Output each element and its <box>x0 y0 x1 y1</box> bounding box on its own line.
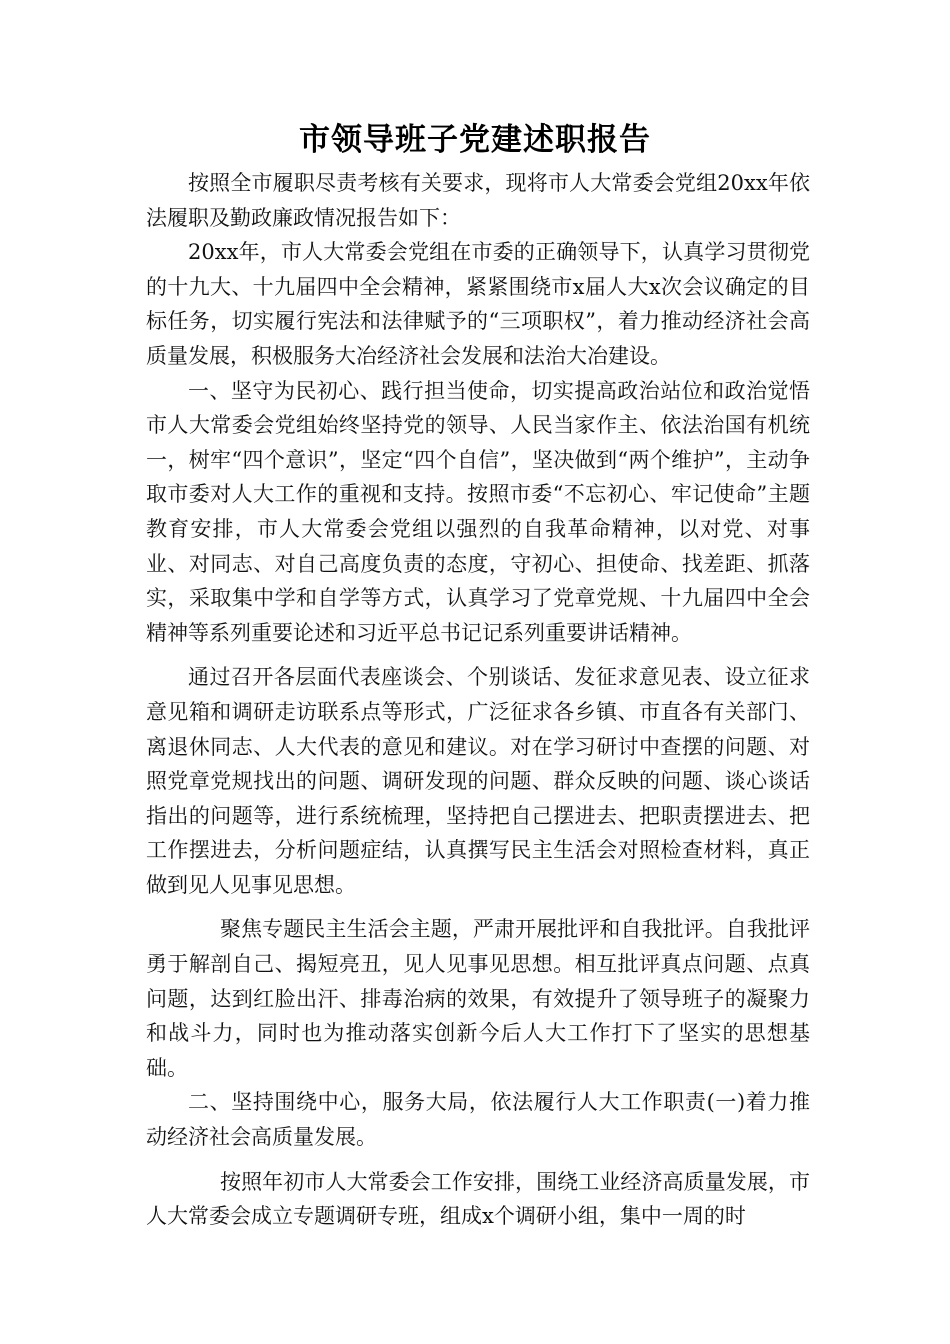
paragraph-summary: 20xx年，市人大常委会党组在市委的正确领导下，认真学习贯彻党的十九大、十九届四中全会精神，紧紧围绕市x届人大x次会议确定的目标任务，切实履行宪法和法律赋予的“三项职权”，着力推动经济社会高质量发展，积极服务大冶经济社会发展和法治大冶建设。 <box>146 240 810 368</box>
paragraph-consultation: 通过召开各层面代表座谈会、个别谈话、发征求意见表、设立征求意见箱和调研走访联系点等形式，广泛征求各乡镇、市直各有关部门、离退休同志、人大代表的意见和建议。对在学习研讨中查摆的问题、对照党章党规找出的问题、调研发现的问题、群众反映的问题、谈心谈话指出的问题等，进行系统梳理，坚持把自己摆进去、把职责摆进去、把工作摆进去，分析问题症结，认真撰写民主生活会对照检查材料，真正做到见人见事见思想。 <box>146 665 810 897</box>
document-title: 市领导班子党建述职报告 <box>299 122 651 158</box>
paragraph-criticism: 聚焦专题民主生活会主题，严肃开展批评和自我批评。自我批评勇于解剖自己、揭短亮丑，见人见事见思想。相互批评真点问题、点真问题，达到红脸出汗、排毒治病的效果，有效提升了领导班子的凝聚力和战斗力，同时也为推动落实创新今后人大工作打下了坚实的思想基础。 <box>146 917 810 1080</box>
paragraph-research: 按照年初市人大常委会工作安排，围绕工业经济高质量发展，市人大常委会成立专题调研专班，组成x个调研小组，集中一周的时 <box>146 1169 810 1229</box>
paragraph-section-two: 二、坚持围绕中心，服务大局，依法履行人大工作职责(一)着力推动经济社会高质量发展。 <box>146 1090 810 1150</box>
paragraph-intro: 按照全市履职尽责考核有关要求，现将市人大常委会党组20xx年依法履职及勤政廉政情况报告如下： <box>146 171 810 230</box>
document-body <box>146 166 810 1234</box>
paragraph-section-one: 一、坚守为民初心、践行担当使命，切实提高政治站位和政治觉悟市人大常委会党组始终坚持党的领导、人民当家作主、依法治国有机统一，树牢“四个意识”，坚定“四个自信”，坚决做到“两个维护”，主动争取市委对人大工作的重视和支持。按照市委“不忘初心、牢记使命”主题教育安排，市人大常委会党组以强烈的自我革命精神，以对党、对事业、对同志、对自己高度负责的态度，守初心、担使命、找差距、抓落实，采取集中学和自学等方式，认真学习了党章党规、十九届四中全会精神等系列重要论述和习近平总书记记系列重要讲话精神。 <box>146 378 810 645</box>
